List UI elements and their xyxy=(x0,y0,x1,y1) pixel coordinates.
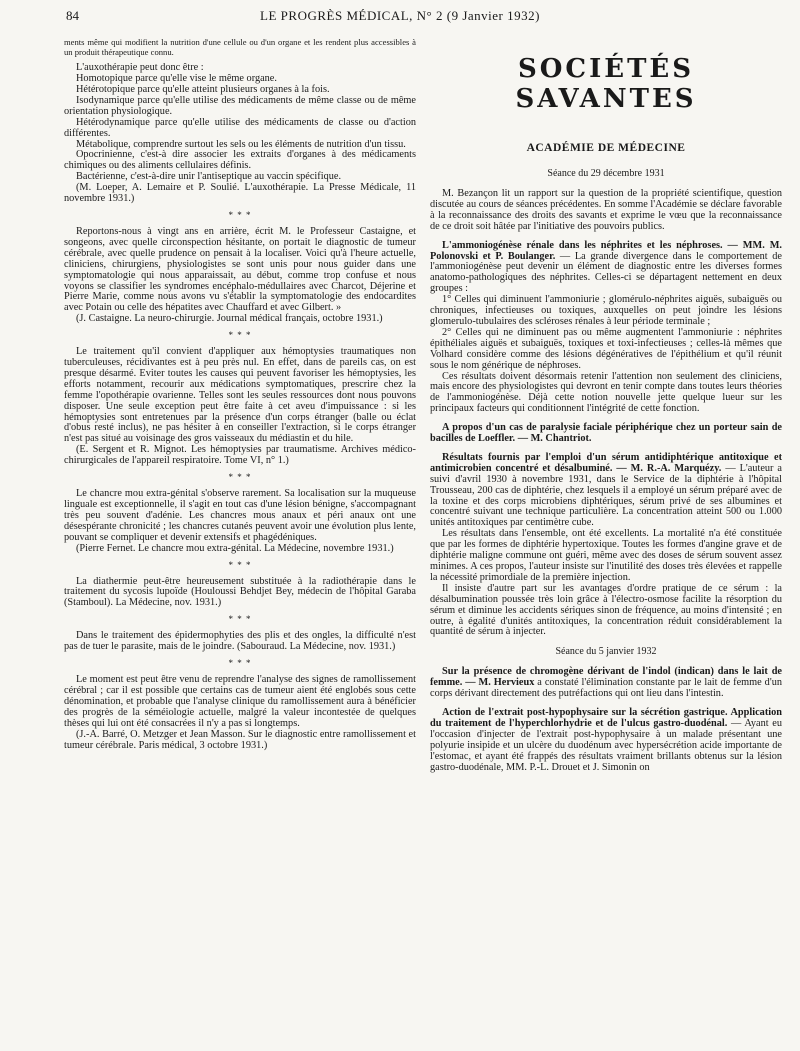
asterism-divider: * * * xyxy=(228,614,252,625)
asterism-divider: * * * xyxy=(228,472,252,483)
auxo-line: Bactérienne, c'est-à-dire unir l'antiseptique au vaccin spécifique. xyxy=(76,171,342,183)
paragraph-ramollissement: Le moment est peut être venu de reprendre l'analyse des signes de ramollissement cérébral ; car il est possible que certains cas de tumeur aient été englobés sous cette dénomination, et probable que l'analyse clinique du ramollissement aura à bénéficier des progrès de la séméiologie actuelle, malgré la valeur incontestée de quelques thèses qui lui ont été consacrées il n'y a pas si longtemps. xyxy=(64,674,416,729)
article-paragraph: Il insiste d'autre part sur les avantages d'ordre pratique de ce sérum : la désalbumination poussée très loin grâce à l'électro-osmose facilite la résorption du sérum et diminue les accidents sériques sinon de fréquence, au moins d'intensité ; en outre, à égalité d'unités antitoxiques, la concentration réduit considérablement la quantité de sérum à injecter. xyxy=(430,582,782,638)
paragraph-hemoptysies: Le traitement qu'il convient d'appliquer aux hémoptysies traumatiques non tuberculeuses, récidivantes est à peu près nul. En effet, dans de pareils cas, on est presque désarmé. Eviter toutes les causes qui peuvent favoriser les hémoptysies, les efforts notamment, recourir aux médications symptomatiques, prescrire chez la femme l'opothérapie ovarienne. Telles sont les seules ressources dont nous pouvons disposer. Une seule exception peut être faite à cet aveu d'impuissance : si les hémoptysies sont entretenues par la présence d'un corps étranger (balle ou éclat d'obus resté inclus), ne pas hésiter à en conseiller l'extraction, si le corps étranger n'est pas situé au voisinage des gros vaisseaux du médiastin et du hile. xyxy=(64,346,416,445)
article-title: A propos d'un cas de paralysie faciale périphérique chez un porteur sain de bacilles de Loeffler. — M. Chantriot. xyxy=(430,422,782,445)
report-bezancon: M. Bezançon lit un rapport sur la question de la propriété scientifique, question discutée au cours de séances précédentes. En somme l'Académie se déclare favorable à la reconnaissance des droits des savants et exprime le vœu que la reconnaissance de ce droit soit hâtée par l'initiative des pouvoirs publics. xyxy=(430,188,782,232)
auxo-line: Hétérodynamique parce qu'elle utilise des médicaments de classe ou d'action différentes. xyxy=(64,116,416,139)
right-column xyxy=(430,50,782,1040)
auxo-line: Métabolique, comprendre surtout les sels ou les éléments de nutrition d'un tissu. xyxy=(76,138,406,150)
article-body: a constaté l'élimination constante par le lait de femme d'un corps dérivant directement des putréfactions qui ont lieu dans l'intestin. xyxy=(430,677,782,700)
paragraph-diathermie: La diathermie peut-être heureusement substituée à la radiothérapie dans le traitement du sycosis lupoïde (Houloussi Behdjet Bey, médecin de l'hôpital Garaba (Stamboul). La Médecine, nov. 1931.) xyxy=(64,575,416,609)
source-citation: (Pierre Fernet. Le chancre mou extra-génital. La Médecine, novembre 1931.) xyxy=(76,542,394,554)
auxo-line: L'auxothérapie peut donc être : xyxy=(76,62,204,74)
page-header xyxy=(0,8,800,30)
asterism-divider: * * * xyxy=(228,330,252,341)
list-item: 2° Celles qui ne diminuent pas ou même augmentent l'ammoniurie : néphrites épithéliales aiguës et subaiguës, toxiques et toxi-infectieuses ; celles-là mêmes que Volhard considère comme des lésions dégénératives de l'épithélium et qu'il réunit sous le nom générique de néphroses. xyxy=(430,326,782,371)
source-citation: (J. Castaigne. La neuro-chirurgie. Journal médical français, octobre 1931.) xyxy=(76,313,383,325)
auxo-line: Isodynamique parce qu'elle utilise des médicaments de même classe ou de même orientation physiologique. xyxy=(64,94,416,117)
left-column xyxy=(64,38,416,1038)
asterism-divider: * * * xyxy=(228,559,252,570)
intro-fragment: ments même qui modifient la nutrition d'une cellule ou d'un organe et les rendent plus accessibles à un produit thérapeutique connu. xyxy=(64,38,416,57)
article-title: L'ammoniogénèse rénale dans les néphrites et les néphroses. — MM. M. Polonovski et P. Boulanger. xyxy=(430,239,782,262)
article-body: — Ayant eu l'occasion d'injecter de l'extrait post-hypophysaire à un malade présentant une polyurie insipide et un ulcère du duodénum avec hypersécrétion acide importante de l'estomac, et ayant été frappés des résultats vraiment brillants obtenus sur la lésion gastro-duodénale, MM. P.-L. Drouet et J. Simonin on xyxy=(430,717,782,773)
auxo-line: Hétérotopique parce qu'elle atteint plusieurs organes à la fois. xyxy=(76,84,330,95)
asterism-divider: * * * xyxy=(228,658,252,669)
auxo-line: Opocrinienne, c'est-à dire associer les extraits d'organes à des médicaments chimiques ou des aliments cellulaires définis. xyxy=(64,149,416,172)
list-item: 1° Celles qui diminuent l'ammoniurie ; glomérulo-néphrites aiguës, subaiguës ou chroniques, infectieuses ou toxiques, auxquelles on peut joindre les lésions glomerulo-tubulaires des scléroses rénales à leur période terminale ; xyxy=(430,294,782,327)
article-title: Sur la présence de chromogène dérivant de l'indol (indican) dans le lait de femme. — M. Hervieux xyxy=(430,666,782,689)
article-title: Action de l'extrait post-hypophysaire sur la sécrétion gastrique. Application du traitement de l'hyperchlorhydrie et de l'ulcus gastro-duodénal. xyxy=(430,707,782,729)
source-citation: (E. Sergent et R. Mignot. Les hémoptysies par traumatisme. Archives médico-chirurgicales de l'appareil respiratoire. Tome VI, n° 1.) xyxy=(64,444,416,467)
academy-heading: ACADÉMIE DE MÉDECINE xyxy=(526,142,686,154)
article-conclusion: Ces résultats doivent désormais retenir l'attention non seulement des cliniciens, mais encore des physiologistes qui devront en tenir compte dans toutes leurs théories de l'ammoniogénèse. Déjà cette notion nouvelle jette quelque lueur sur les principaux facteurs qui conditionnent l'intégrité de cette fonction. xyxy=(430,370,782,415)
asterism-divider: * * * xyxy=(228,209,252,220)
article-body: — La grande divergence dans le comportement de l'ammoniogénèse peut devenir un élément de diagnostic entre les diverses formes anatomo-pathologiques des néphrites. Celles-ci se départagent nettement en deux groupes : xyxy=(430,250,782,295)
source-citation: (J.-A. Barré, O. Metzger et Jean Masson. Sur le diagnostic entre ramollissement et tumeur cérébrale. Paris médical, 3 octobre 1931.) xyxy=(64,728,416,751)
article-body: — L'auteur a suivi d'avril 1930 à novembre 1931, dans le Service de la diphtérie à l'hôpital Trousseau, 200 cas de diphtérie, chez lesquels il a employé un sérum préparé avec de la toxine et des corps microbiens diphtériques, sérum privé de ses albumines et concentré suivant une technique particulière. La concentration atteint 500 ou 1.000 unités antitoxiques par centimètre cube. xyxy=(430,462,782,529)
session-date: Séance du 5 janvier 1932 xyxy=(555,646,657,658)
page-number: 84 xyxy=(66,8,79,23)
paragraph-epidermophyties: Dans le traitement des épidermophyties des plis et des ongles, la difficulté n'est pas de tuer le parasite, mais de le joindre. (Sabouraud. La Médecine, nov. 1931.) xyxy=(64,630,416,653)
auxo-line: Homotopique parce qu'elle vise le même organe. xyxy=(76,73,277,85)
session-date: Séance du 29 décembre 1931 xyxy=(547,168,665,179)
section-title: SOCIÉTÉS SAVANTES xyxy=(515,54,697,114)
source-citation: (M. Loeper, A. Lemaire et P. Soulié. L'auxothérapie. La Presse Médicale, 11 novembre 1931.) xyxy=(64,182,416,205)
running-head: LE PROGRÈS MÉDICAL, N° 2 (9 Janvier 1932) xyxy=(260,8,540,23)
article-title: Résultats fournis par l'emploi d'un sérum antidiphtérique antitoxique et antimicrobien concentré et désalbuminé. — M. R.-A. Marquézy. xyxy=(430,451,782,474)
paragraph-chancre: Le chancre mou extra-génital s'observe rarement. Sa localisation sur la muqueuse linguale est exceptionnelle, il s'agit en tout cas d'une lésion bénigne, s'accompagnant très peu souvent d'adénie. Les chancres mous anaux et péri anaux ont une désespérante chronicité ; les chancres cutanés peuvent avoir une évolution plus lente, pouvant se compliquer et devenir extensifs et phagédéniques. xyxy=(64,488,416,543)
paragraph-neurochirurgie: Reportons-nous à vingt ans en arrière, écrit M. le Professeur Castaigne, et songeons, avec quelle circonspection hésitante, on portait le diagnostic de tumeur cérébrale, avec quelle prudence on pensait à la localiser. Voici qu'à l'heure actuelle, cliniciens, chirurgiens, physiologistes se sont unis pour nous guider dans une symptomatologie qui nous apparaissait, au début, comme trop confuse et nous voyons se classifier les syndromes encéphalo-médullaires avec Charcot, Déjerine et Pierre Marie, comme nous avons vu s'établir la symptomatologie des endocardites avec Potain ou celle des hépatites avec Chauffard et avec Gilbert. » xyxy=(64,225,416,314)
article-paragraph: Les résultats dans l'ensemble, ont été excellents. La mortalité n'a été constituée que par les formes de diphtérie hypertoxique. Toutes les formes d'angine grave et de diphtérie maligne commune ont guéri, même avec des doses de sérum souvent assez minimes. A ces propos, l'auteur insiste sur l'inutilité des doses très élevées et rappelle la nécessité primordiale de la première injection. xyxy=(430,528,782,583)
